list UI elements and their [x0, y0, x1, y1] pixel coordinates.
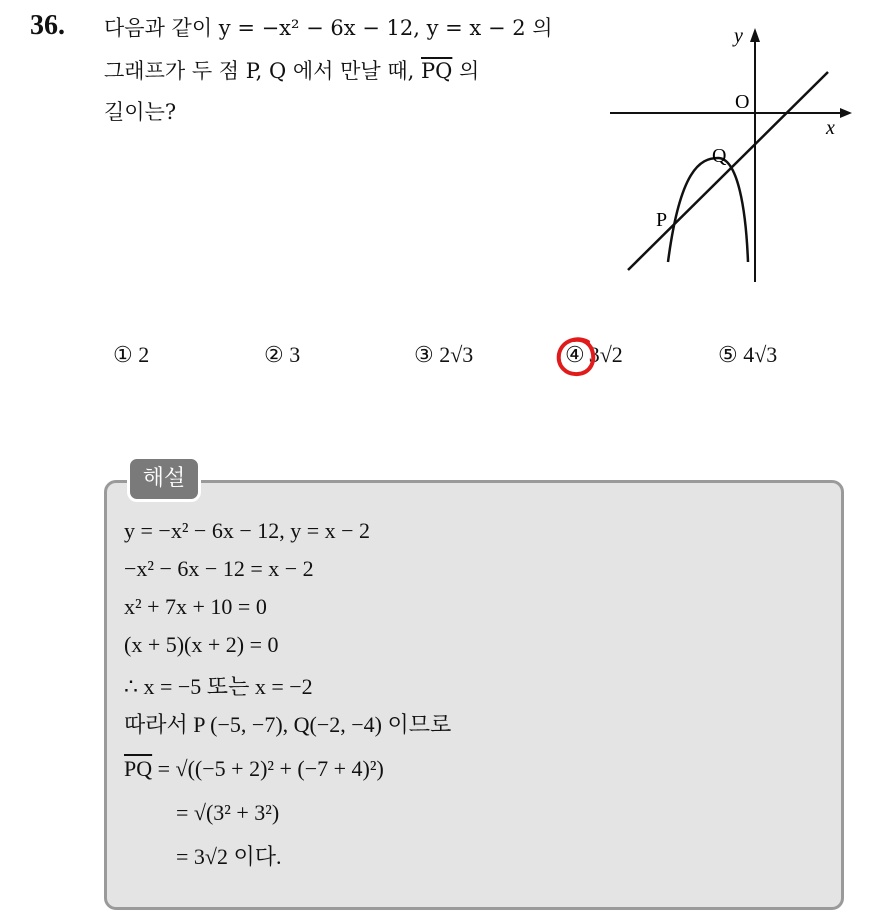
point-q-label: Q — [712, 145, 727, 167]
choice-5[interactable]: ⑤ 4√3 — [718, 342, 778, 367]
x-axis-label: x — [826, 117, 835, 139]
line-graph — [628, 72, 828, 270]
choice-1[interactable]: ① 2 — [113, 342, 150, 367]
solution-line6: 따라서 P (−5, −7), Q(−2, −4) 이므로 — [124, 712, 452, 737]
solution-line7-rest: = √((−5 + 2)² + (−7 + 4)²) — [152, 756, 384, 781]
solution-line2: −x² − 6x − 12 = x − 2 — [124, 556, 314, 581]
x-axis-arrow-icon — [840, 108, 852, 118]
question-text-line2 — [104, 55, 479, 85]
solution-tab: 해설 — [127, 456, 201, 502]
y-axis-label: y — [734, 25, 743, 47]
choice-4-value: 3√2 — [588, 342, 623, 367]
question-number: 36. — [30, 10, 65, 41]
solution-line3: x² + 7x + 10 = 0 — [124, 594, 267, 619]
solution-line4: (x + 5)(x + 2) = 0 — [124, 632, 279, 657]
choice-3[interactable]: ③ 2√3 — [414, 342, 474, 367]
solution-line9: = 3√2 이다. — [176, 844, 282, 869]
graph-figure — [600, 20, 860, 290]
origin-label: O — [735, 91, 750, 113]
question-text-line1: 다음과 같이 y = −x² − 6x − 12, y = x − 2 의 — [104, 16, 553, 40]
question-line2-pre: 그래프가 두 점 P, Q 에서 만날 때, — [104, 59, 421, 83]
segment-pq-label: $\overline{PQ}$ — [421, 59, 453, 83]
choice-4-number: ④ — [565, 342, 585, 367]
solution-line7 — [124, 756, 384, 782]
question-text-line3: 길이는? — [104, 100, 177, 124]
solution-line1: y = −x² − 6x − 12, y = x − 2 — [124, 518, 371, 543]
question-line2-post: 의 — [452, 59, 480, 83]
choice-2[interactable]: ② 3 — [264, 342, 301, 367]
solution-segment-pq: $\overline{PQ}$ — [124, 756, 153, 781]
solution-line8: = √(3² + 3²) — [176, 800, 280, 825]
point-p-label: P — [656, 209, 668, 231]
y-axis-arrow-icon — [750, 28, 760, 42]
solution-line5: ∴ x = −5 또는 x = −2 — [124, 674, 313, 699]
parabola-graph — [668, 158, 748, 262]
answer-circle-mark-icon — [554, 334, 598, 378]
